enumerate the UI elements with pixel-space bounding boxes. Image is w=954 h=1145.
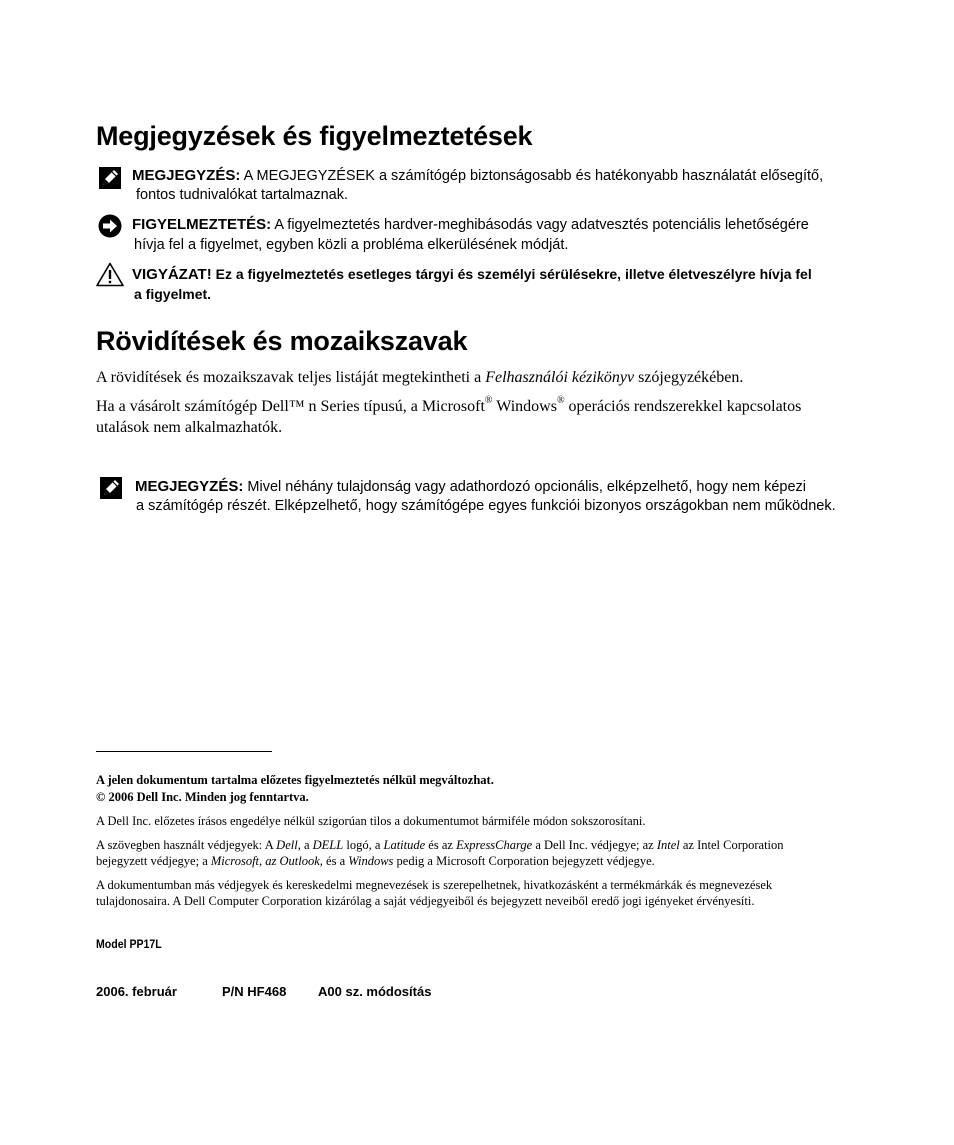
tm-text: pedig a Microsoft Corporation bejegyzett védjegye.	[393, 854, 655, 868]
tm-dell-logo: DELL	[312, 838, 344, 852]
model-number: Model PP17L	[96, 937, 162, 951]
tm-text: és a	[322, 854, 349, 868]
note2-text-line1: Mivel néhány tulajdonság vagy adathordozó opcionális, elképzelhető, hogy nem képezi	[243, 479, 806, 495]
tm-text: bejegyzett védjegye; a	[96, 854, 211, 868]
tm-text: logó, a	[343, 838, 384, 852]
tm-text: A szövegben használt védjegyek: A	[96, 838, 277, 852]
tm-text: és az	[425, 838, 457, 852]
registered-mark: ®	[556, 394, 565, 406]
abbr-p2-text-b: Windows	[492, 398, 557, 415]
tm-windows: Windows	[348, 854, 394, 868]
tm-text: , a	[297, 838, 313, 852]
legal-reproduction-notice: A Dell Inc. előzetes írásos engedélye nélkül szigorúan tilos a dokumentumot bármiféle módon sokszorosítani.	[96, 814, 646, 828]
users-guide-title: Felhasználói kézikönyv	[485, 369, 635, 386]
part-number: P/N HF468	[222, 984, 287, 999]
tm-text: a Dell Inc. védjegye; az	[532, 838, 657, 852]
legal-trademarks-line1	[96, 837, 784, 853]
publication-date: 2006. február	[96, 984, 177, 999]
section-title-notes: Megjegyzések és figyelmeztetések	[96, 121, 533, 151]
caution-text-line1: Ez a figyelmeztetés esetleges tárgyi és személyi sérülésekre, illetve életveszélyre hívja fel	[211, 266, 812, 282]
notice-label: FIGYELMEZTETÉS:	[132, 216, 272, 233]
section-title-abbreviations: Rövidítések és mozaikszavak	[96, 326, 468, 356]
caution-triangle-icon	[96, 262, 124, 287]
abbr-p1-text-a: A rövidítések és mozaikszavak teljes listáját megtekintheti a	[96, 369, 486, 386]
note-text-line2: fontos tudnivalókat tartalmaznak.	[136, 187, 348, 203]
tm-intel: Intel	[656, 838, 680, 852]
abbr-p2-text-a: Ha a vásárolt számítógép Dell™ n Series típusú, a Microsoft	[96, 398, 485, 415]
legal-other-trademarks-line2: tulajdonosaira. A Dell Computer Corporation kizárólag a saját védjegyeiből és bejegyzett neveiből eredő jogi igényeket érvényesíti.	[96, 894, 755, 908]
registered-mark: ®	[484, 394, 493, 406]
revision: A00 sz. módosítás	[318, 984, 432, 999]
abbr-p1-text-b: szójegyzékében.	[634, 369, 744, 386]
tm-latitude: Latitude	[383, 838, 426, 852]
abbr-paragraph-1	[96, 368, 743, 388]
abbr-paragraph-2-line1	[96, 394, 802, 417]
legal-trademarks-line2	[96, 853, 655, 869]
tm-dell: Dell	[276, 838, 298, 852]
note-pencil-icon	[100, 477, 122, 499]
abbr-paragraph-2-line2: utalások nem alkalmazhatók.	[96, 419, 283, 436]
notice-text-line2: hívja fel a figyelmet, egyben közli a probléma elkerülésének módját.	[134, 237, 569, 253]
note2-label: MEGJEGYZÉS:	[135, 478, 244, 495]
note-pencil-icon	[99, 167, 121, 189]
legal-other-trademarks-line1: A dokumentumban más védjegyek és kereskedelmi megnevezések is szerepelhetnek, hivatkozásként a termékmárkák és megnevezések	[96, 878, 773, 892]
tm-text: az Intel Corporation	[679, 838, 784, 852]
tm-microsoft: Microsoft, az Outlook,	[210, 854, 323, 868]
notice-arrow-icon	[98, 214, 122, 238]
note2-text-line2: a számítógép részét. Elképzelhető, hogy számítógépe egyes funkciói bizonyos országokban nem működnek.	[136, 498, 836, 514]
legal-copyright: © 2006 Dell Inc. Minden jog fenntartva.	[96, 790, 309, 804]
caution-text-line2: a figyelmet.	[134, 286, 212, 302]
notice-text-line1: A figyelmeztetés hardver-meghibásodás vagy adatvesztés potenciális lehetőségére	[271, 217, 809, 233]
note-text-line1: A MEGJEGYZÉSEK a számítógép biztonságosabb és hatékonyabb használatát elősegítő,	[240, 168, 824, 184]
caution-label: VIGYÁZAT!	[132, 266, 212, 283]
footnote-divider	[96, 751, 272, 752]
note-label: MEGJEGYZÉS:	[132, 167, 241, 184]
abbr-p2-text-c: operációs rendszerekkel kapcsolatos	[564, 398, 802, 415]
legal-bold-line1: A jelen dokumentum tartalma előzetes figyelmeztetés nélkül megváltozhat.	[96, 773, 494, 787]
tm-expresscharge: ExpressCharge	[456, 838, 533, 852]
